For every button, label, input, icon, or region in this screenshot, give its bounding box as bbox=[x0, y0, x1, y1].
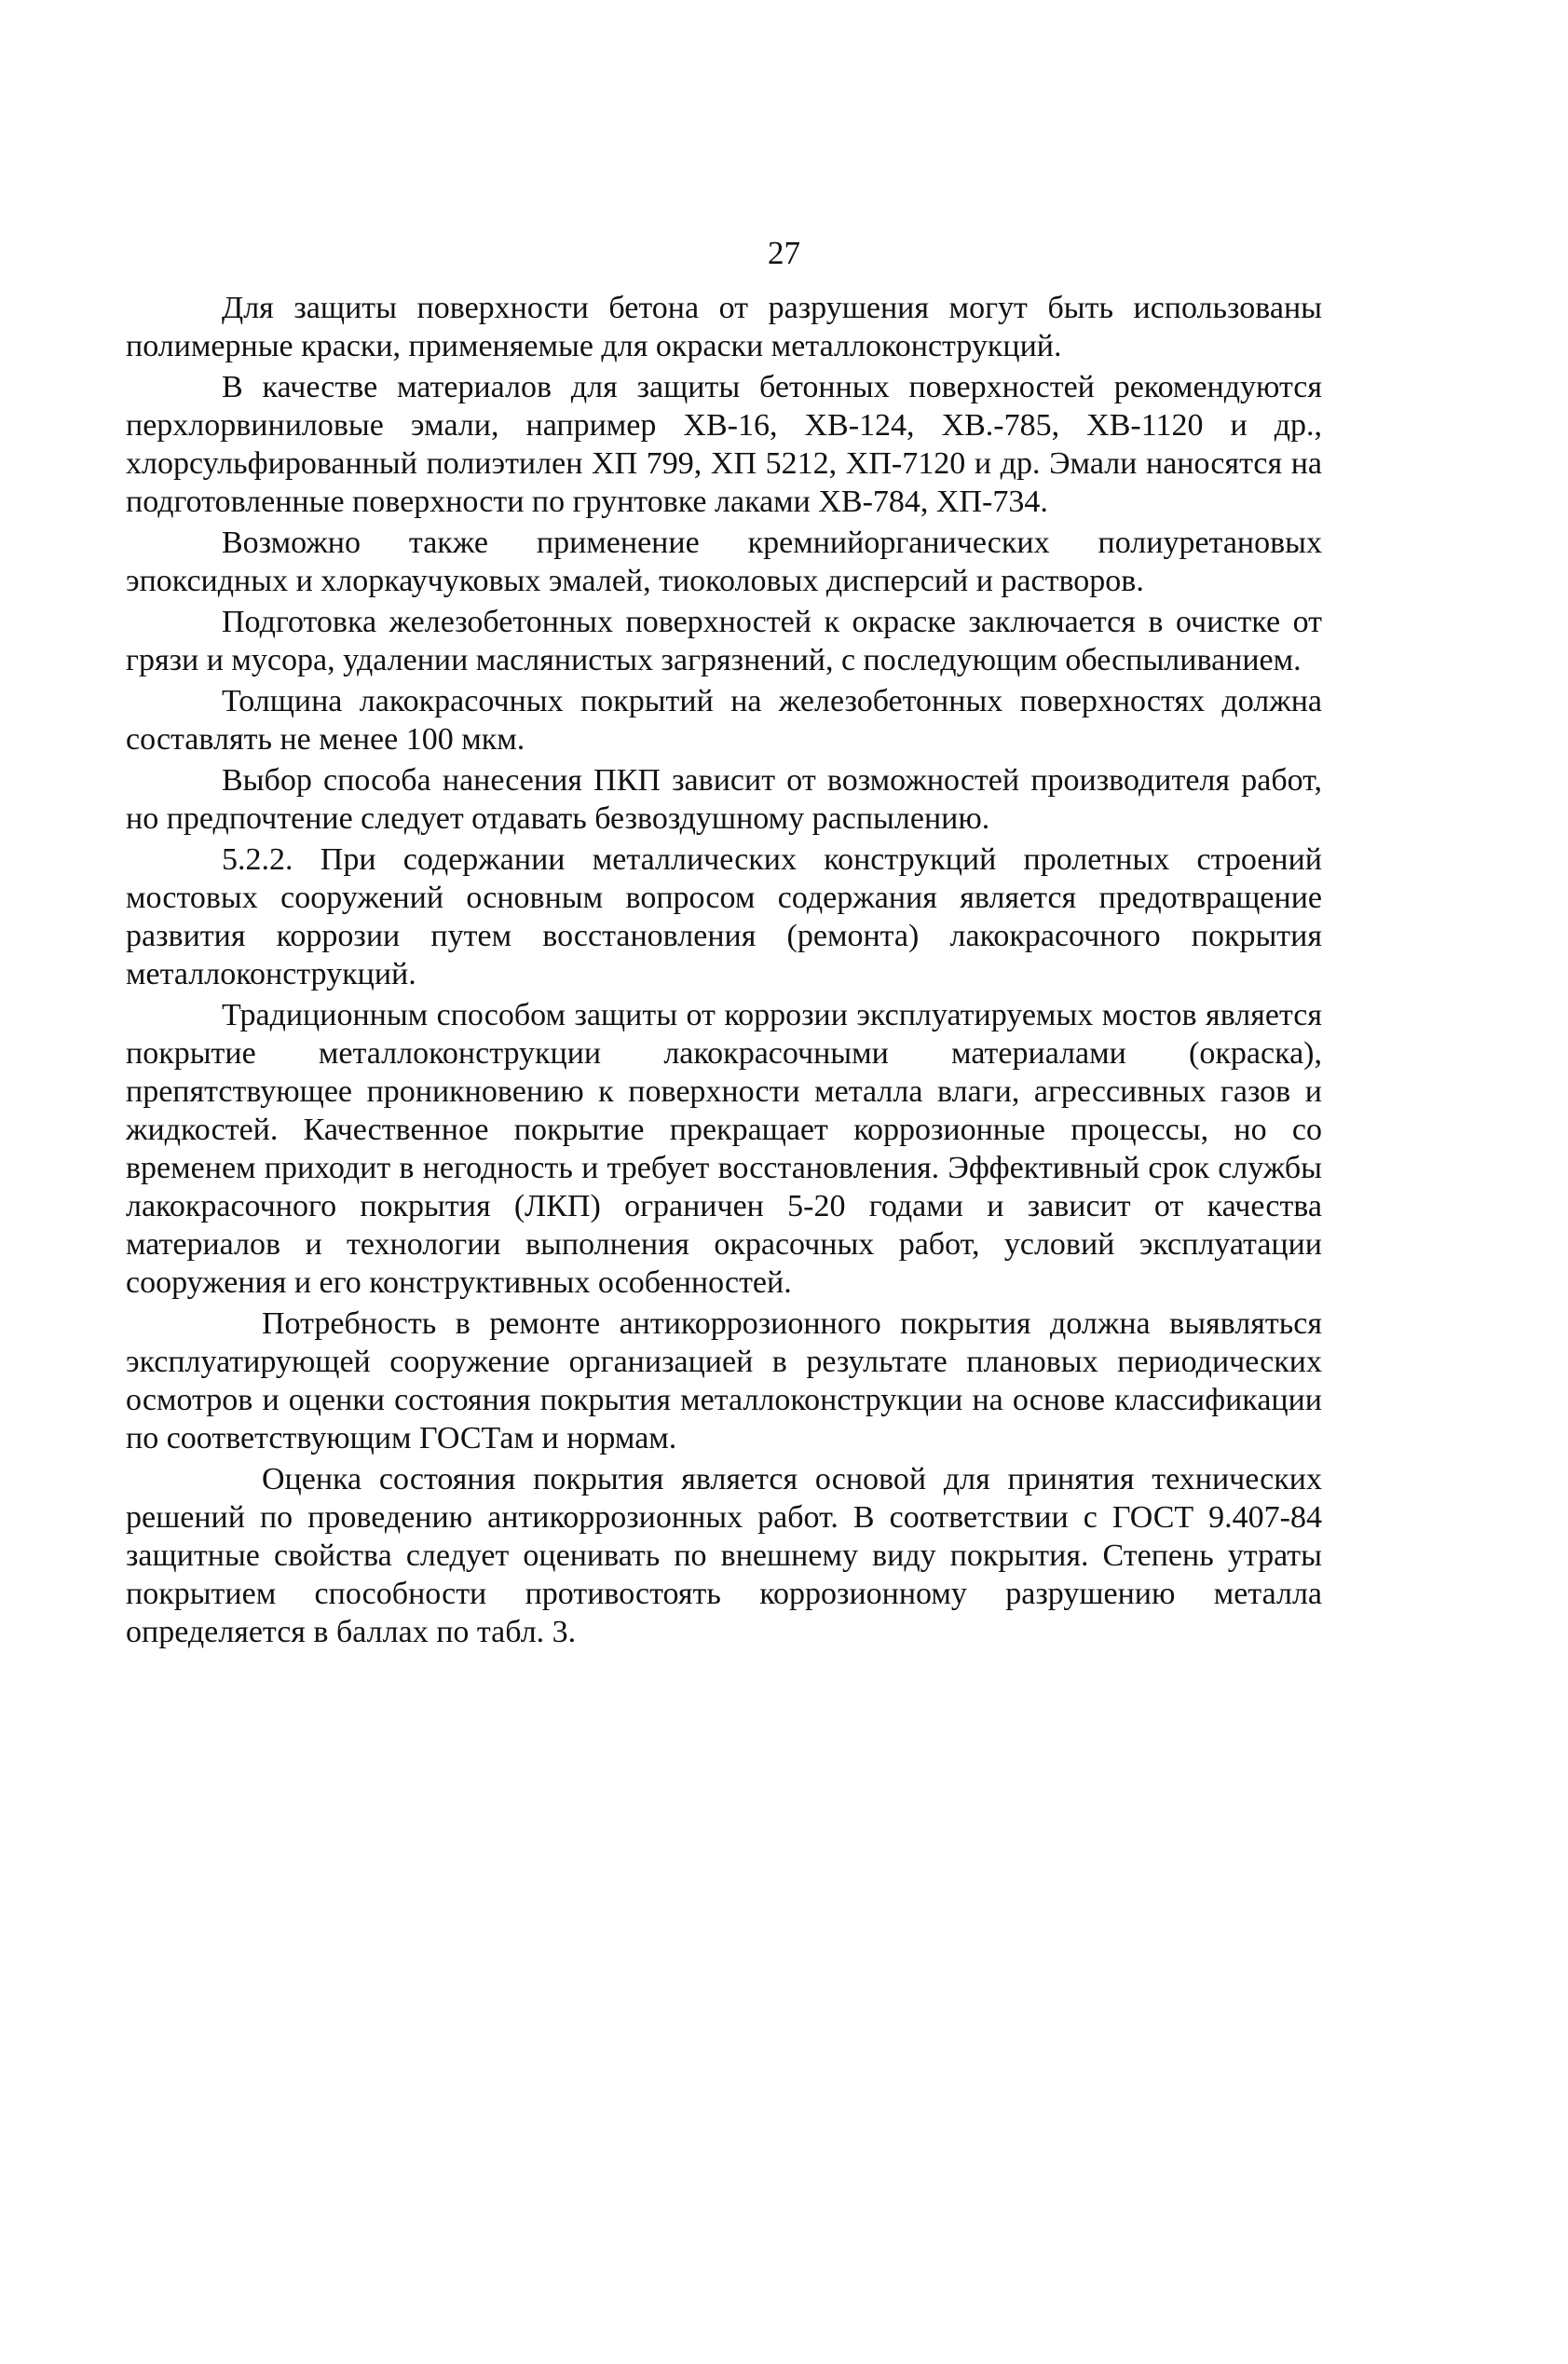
paragraph-traditional-protection: Традиционным способом защиты от коррозии эксплуатируемых мостов является покрытие металлоконструкции лакокрасочными материалами (окраска), препятствующее проникновению к поверхности металла влаги, агрессивных газов и жидкостей. Качественное покрытие прекращает коррозионные процессы, но со временем приходит в негодность и требует восстановления. Эффективный срок службы лакокрасочного покрытия (ЛКП) ограничен 5-20 годами и зависит от качества материалов и технологии выполнения окрасочных работ, условий эксплуатации сооружения и его конструктивных особенностей. bbox=[126, 998, 1322, 1300]
paragraph-coating-thickness: Толщина лакокрасочных покрытий на железобетонных поверхностях должна составлять не менее 100 мкм. bbox=[126, 684, 1322, 757]
page-number: 27 bbox=[768, 235, 800, 271]
paragraph-recommended-materials: В качестве материалов для защиты бетонных поверхностей рекомендуются перхлорвиниловые эмали, например ХВ-16, ХВ-124, ХВ.-785, ХВ-1120 и др., хлорсульфированный полиэтилен ХП 799, ХП 5212, ХП-7120 и др. Эмали наносятся на подготовленные поверхности по грунтовке лаками ХВ-784, ХП-734. bbox=[126, 370, 1322, 519]
paragraph-surface-preparation: Подготовка железобетонных поверхностей к окраске заключается в очистке от грязи и мусора, удалении маслянистых загрязнений, с последующим обеспыливанием. bbox=[126, 605, 1322, 677]
paragraph-concrete-protection: Для защиты поверхности бетона от разрушения могут быть использованы полимерные краски, применяемые для окраски металлоконструкций. bbox=[126, 291, 1322, 363]
paragraph-alternative-enamels: Возможно также применение кремнийорганических полиуретановых эпоксидных и хлоркаучуковых эмалей, тиоколовых дисперсий и растворов. bbox=[126, 526, 1322, 598]
paragraph-coating-assessment: Оценка состояния покрытия является основой для принятия технических решений по проведению антикоррозионных работ. В соответствии с ГОСТ 9.407-84 защитные свойства следует оценивать по внешнему виду покрытия. Степень утраты покрытием способности противостоять коррозионному разрушению металла определяется в баллах по табл. 3. bbox=[126, 1462, 1322, 1649]
paragraph-application-method: Выбор способа нанесения ПКП зависит от возможностей производителя работ, но предпочтение следует отдавать безвоздушному распылению. bbox=[126, 763, 1322, 836]
document-body bbox=[126, 289, 1322, 1654]
paragraph-section-5-2-2: 5.2.2. При содержании металлических конструкций пролетных строений мостовых сооружений основным вопросом содержания является предотвращение развития коррозии путем восстановления (ремонта) лакокрасочного покрытия металлоконструкций. bbox=[126, 842, 1322, 991]
paragraph-repair-need: Потребность в ремонте антикоррозионного покрытия должна выявляться эксплуатирующей сооружение организацией в результате плановых периодических осмотров и оценки состояния покрытия металлоконструкции на основе классификации по соответствующим ГОСТам и нормам. bbox=[126, 1306, 1322, 1455]
